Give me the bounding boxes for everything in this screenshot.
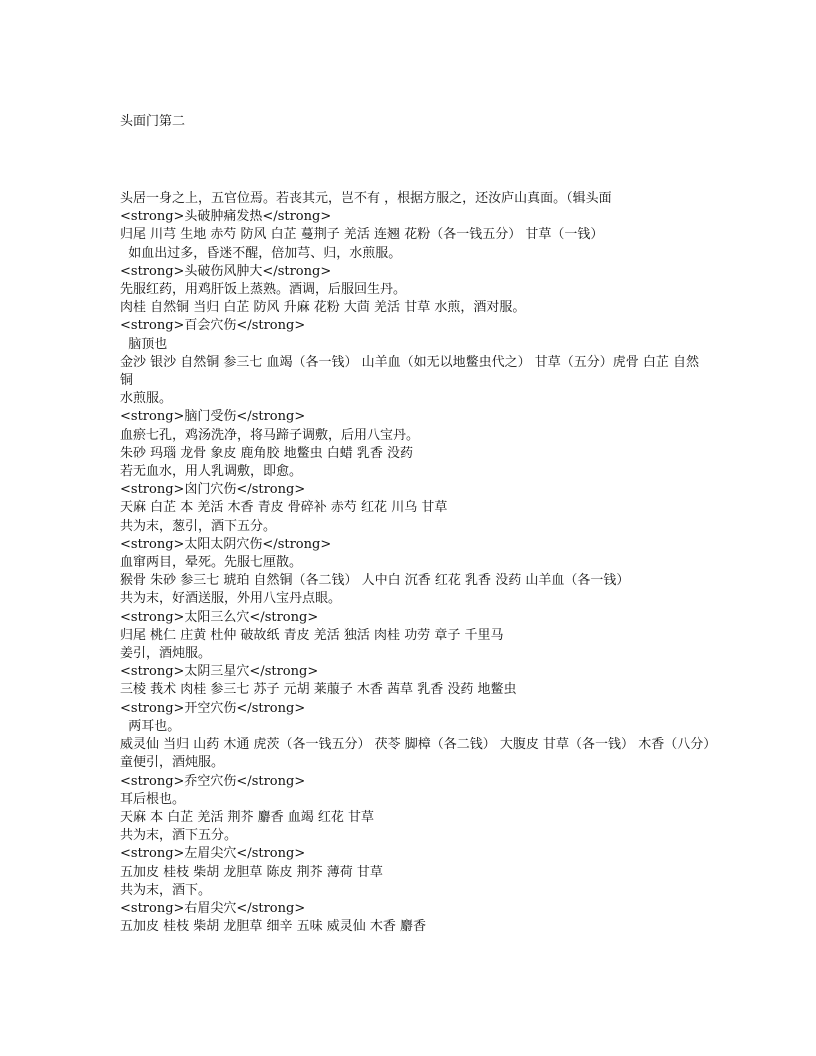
text-line: 天麻 本 白芷 羌活 荆芥 麝香 血竭 红花 甘草 (120, 809, 375, 825)
text-line: 天麻 白芷 本 羌活 木香 青皮 骨碎补 赤芍 红花 川乌 甘草 (120, 500, 448, 516)
text-line: 金沙 银沙 自然铜 参三七 血竭（各一钱） 山羊血（如无以地鳖虫代之） 甘草（五分）虎骨 白芷 自然铜 (120, 354, 700, 389)
text-line: 归尾 桃仁 庄黄 杜仲 破故纸 青皮 羌活 独活 肉桂 功劳 章子 千里马 (120, 627, 504, 643)
text-line: 水煎服。 (120, 391, 173, 407)
document-body (120, 190, 717, 936)
text-line: 朱砂 玛瑙 龙骨 象皮 鹿角胶 地鳖虫 白蜡 乳香 没药 (120, 445, 414, 461)
text-line: 三棱 莪术 肉桂 参三七 苏子 元胡 莱菔子 木香 茜草 乳香 没药 地鳖虫 (120, 682, 517, 698)
text-line: 肉桂 自然铜 当归 白芷 防风 升麻 花粉 大茴 羌活 甘草 水煎，酒对服。 (120, 300, 526, 316)
text-line: 共为末，好酒送服，外用八宝丹点眼。 (120, 591, 342, 607)
text-line: 若无血水，用人乳调敷，即愈。 (120, 464, 303, 480)
text-line: <strong>左眉尖穴</strong> (120, 846, 306, 862)
page-title: 头面门第二 (120, 114, 186, 129)
text-line: 脑顶也 (120, 336, 168, 352)
text-line: 姜引，酒炖服。 (120, 646, 212, 662)
text-line: 血窜两目，晕死。先服七厘散。 (120, 555, 303, 571)
text-line: 共为末，葱引，酒下五分。 (120, 518, 277, 534)
text-line: 先服红药，用鸡肝饭上蒸熟。酒调，后服回生丹。 (120, 282, 407, 298)
text-line: 五加皮 桂枝 柴胡 龙胆草 陈皮 荆芥 薄荷 甘草 (120, 864, 383, 880)
text-line: <strong>脑门受伤</strong> (120, 409, 306, 425)
text-line: 童便引，酒炖服。 (120, 755, 225, 771)
text-line: 归尾 川芎 生地 赤芍 防风 白芷 蔓荆子 羌活 连翘 花粉（各一钱五分） 甘草（一钱） (120, 227, 604, 243)
text-line: <strong>头破伤风肿大</strong> (120, 263, 332, 279)
text-line: 头居一身之上，五官位焉。若丧其元，岂不有 ，根据方服之，还汝庐山真面。（辑头面 (120, 191, 612, 206)
text-line: <strong>太阴三星穴</strong> (120, 664, 319, 680)
text-line: 猴骨 朱砂 参三七 琥珀 自然铜（各二钱） 人中白 沉香 红花 乳香 没药 山羊血（各一钱） (120, 573, 630, 589)
text-line: <strong>囟门穴伤</strong> (120, 482, 306, 498)
text-line: 耳后根也。 (120, 791, 186, 807)
document-page (120, 112, 717, 936)
text-line: 两耳也。 (120, 718, 181, 734)
text-line: 威灵仙 当归 山药 木通 虎茨（各一钱五分） 茯苓 脚樟（各二钱） 大腹皮 甘草（各一钱） 木香（八分） (120, 737, 717, 753)
text-line: <strong>乔空穴伤</strong> (120, 773, 306, 789)
text-line: 共为末，酒下。 (120, 882, 212, 898)
text-line: 共为末，酒下五分。 (120, 828, 238, 844)
text-line: <strong>太阳三么穴</strong> (120, 609, 319, 625)
text-line: <strong>百会穴伤</strong> (120, 318, 306, 334)
text-line: <strong>右眉尖穴</strong> (120, 900, 306, 916)
text-line: <strong>太阳太阴穴伤</strong> (120, 536, 332, 552)
text-line: 血瘀七孔，鸡汤洗净，将马蹄子调敷，后用八宝丹。 (120, 427, 420, 443)
text-line: <strong>头破肿痛发热</strong> (120, 209, 332, 225)
text-line: 如血出过多，昏迷不醒，倍加芎、归，水煎服。 (120, 245, 402, 261)
text-line: <strong>开空穴伤</strong> (120, 700, 306, 716)
text-line: 五加皮 桂枝 柴胡 龙胆草 细辛 五味 威灵仙 木香 麝香 (120, 919, 427, 935)
